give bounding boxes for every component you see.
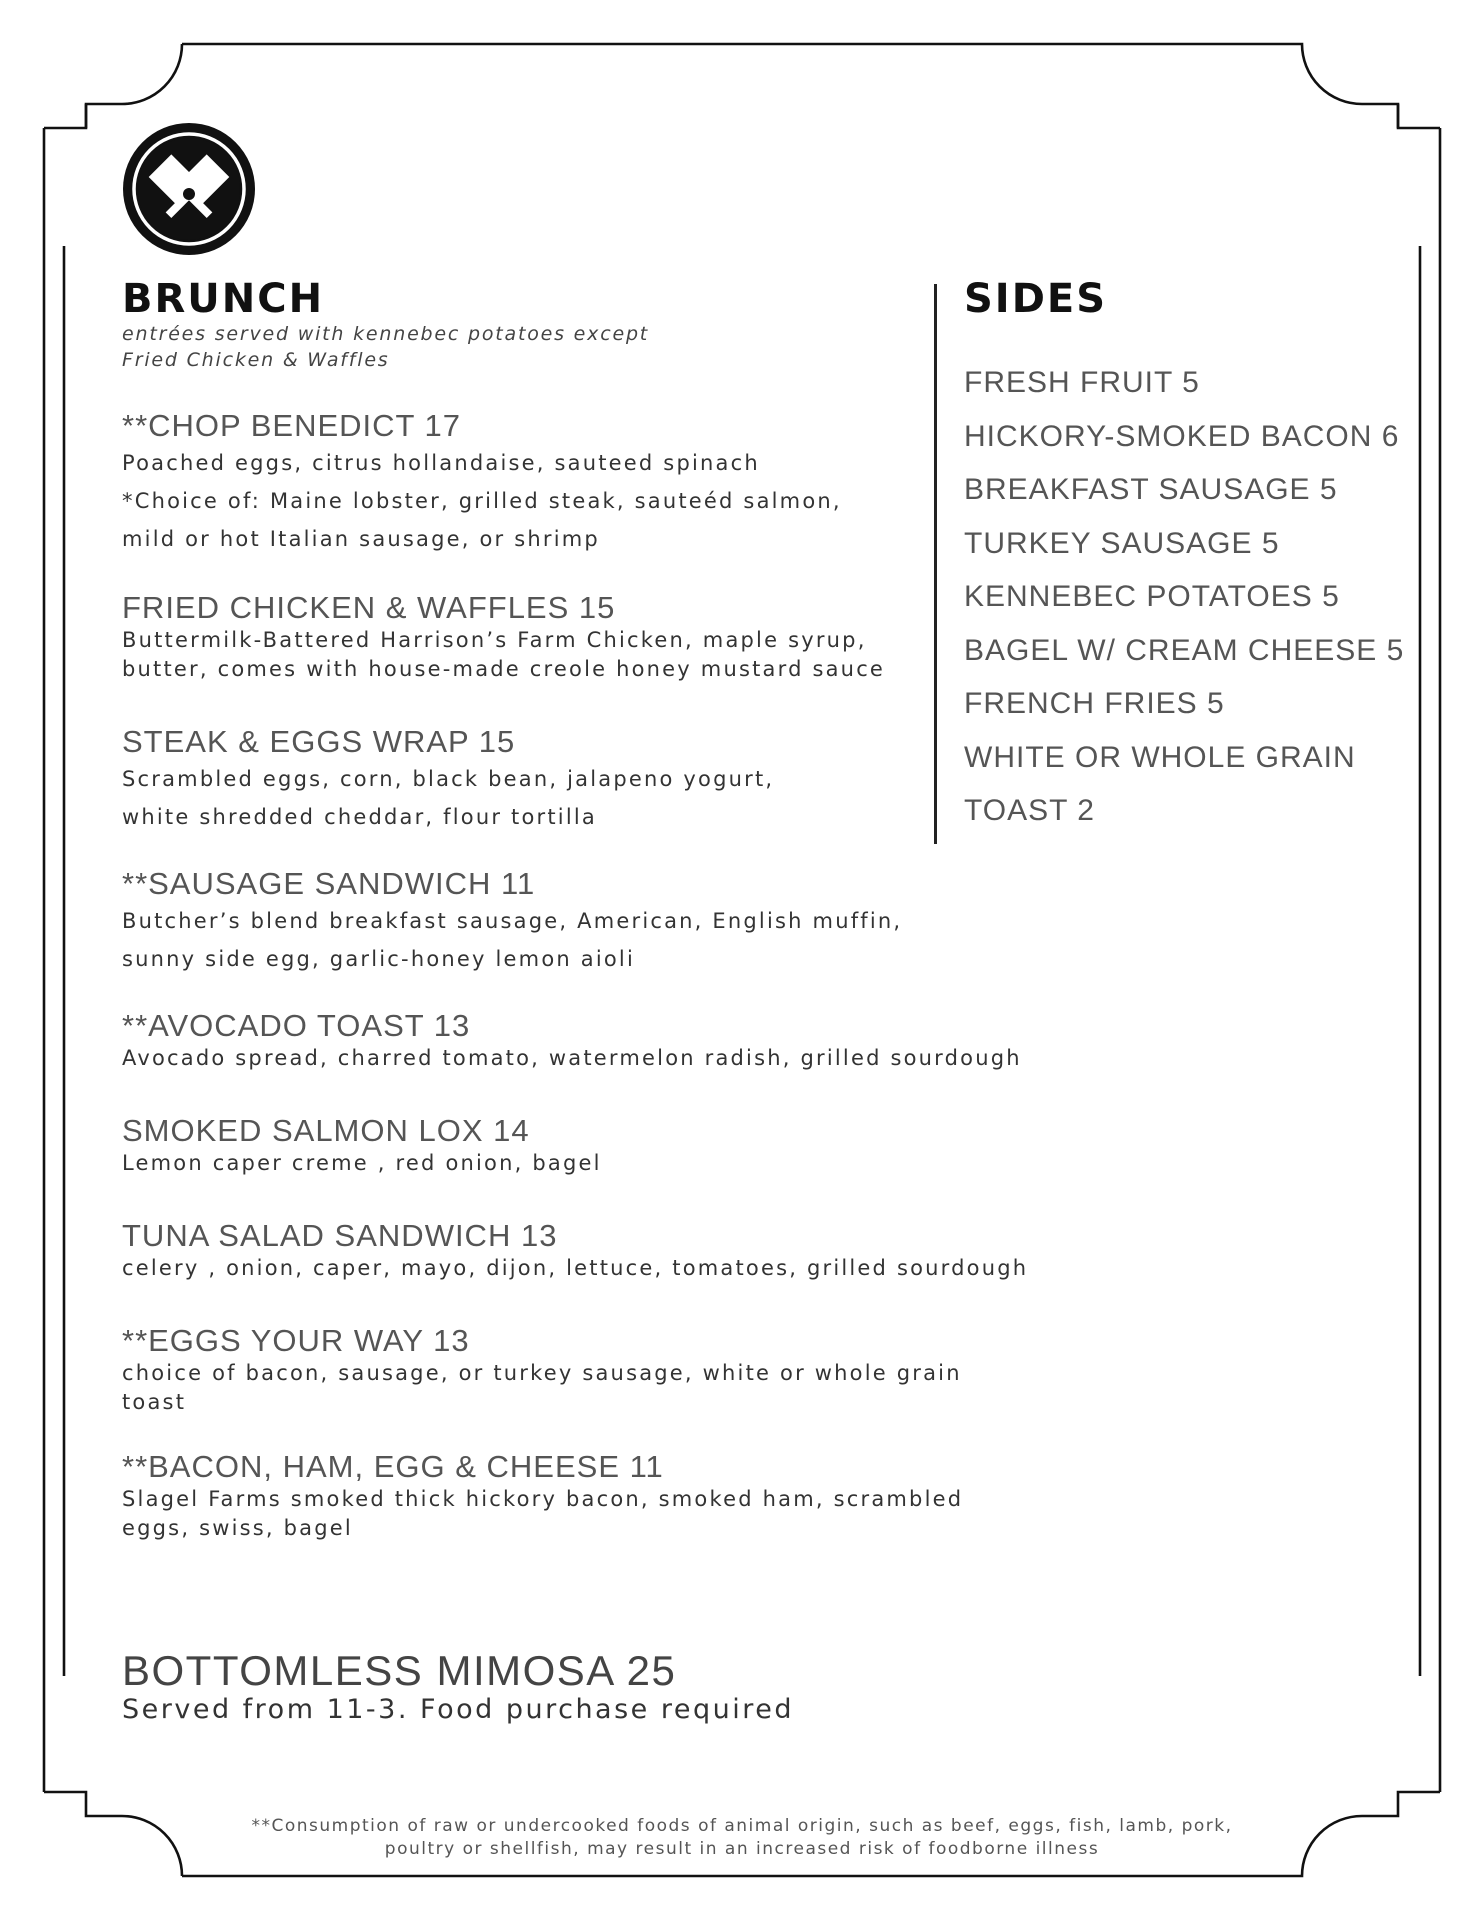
sides-list: [964, 356, 1404, 838]
menu-item-description: [122, 1254, 1029, 1283]
menu-item-name: TUNA SALAD SANDWICH 13: [122, 1218, 558, 1253]
menu-item-sausage-sandwich: [122, 866, 1022, 978]
side-item: KENNEBEC POTATOES 5: [964, 580, 1340, 613]
food-safety-disclaimer: [200, 1815, 1284, 1861]
menu-item-name: **AVOCADO TOAST 13: [122, 1008, 471, 1043]
side-item: HICKORY-SMOKED BACON 6: [964, 419, 1400, 453]
side-item: TURKEY SAUSAGE 5: [964, 526, 1280, 560]
menu-item-tuna-salad-sandwich: [122, 1218, 1029, 1283]
menu-item-description-line: Butcher’s blend breakfast sausage, American, English muffin,: [122, 909, 903, 933]
sides-title: SIDES: [964, 276, 1108, 322]
menu-item-description: [122, 1149, 1022, 1178]
menu-item-steak-eggs-wrap: [122, 724, 1022, 836]
menu-item-description-line: choice of bacon, sausage, or turkey sausage, white or whole grain: [122, 1361, 962, 1385]
menu-item-description-line: Poached eggs, citrus hollandaise, sauteed spinach: [122, 451, 760, 475]
menu-item-name: FRIED CHICKEN & WAFFLES 15: [122, 590, 616, 625]
menu-item-description-line: Slagel Farms smoked thick hickory bacon, smoked ham, scrambled: [122, 1487, 964, 1511]
menu-item-name: STEAK & EGGS WRAP 15: [122, 724, 516, 759]
brunch-title: BRUNCH: [122, 276, 325, 322]
menu-item-description-line: eggs, swiss, bagel: [122, 1516, 353, 1540]
mimosa-note: Served from 11-3. Food purchase required: [122, 1694, 794, 1725]
menu-item-name: SMOKED SALMON LOX 14: [122, 1113, 530, 1148]
menu-item-description-line: butter, comes with house-made creole honey mustard sauce: [122, 657, 886, 681]
menu-item-fried-chicken-waffles: [122, 590, 1022, 684]
side-item: BAGEL W/ CREAM CHEESE 5: [964, 633, 1405, 667]
menu-item-description-line: Avocado spread, charred tomato, watermelon radish, grilled sourdough: [122, 1046, 1022, 1070]
menu-item-description: [122, 760, 1022, 836]
mimosa-title: BOTTOMLESS MIMOSA 25: [122, 1647, 677, 1694]
menu-item-description-line: *Choice of: Maine lobster, grilled steak, sauteéd salmon,: [122, 489, 842, 513]
menu-item-description: [122, 1044, 1022, 1073]
menu-item-description: [122, 1359, 1022, 1417]
menu-item-description-line: Scrambled eggs, corn, black bean, jalapeno yogurt,: [122, 767, 775, 791]
menu-item-description-line: Lemon caper creme , red onion, bagel: [122, 1151, 602, 1175]
menu-item-description-line: sunny side egg, garlic-honey lemon aioli: [122, 947, 635, 971]
menu-item-bacon-ham-egg-cheese: [122, 1449, 1022, 1543]
menu-item-description-line: mild or hot Italian sausage, or shrimp: [122, 527, 600, 551]
brunch-subtitle-line: Fried Chicken & Waffles: [122, 349, 390, 371]
side-item: FRENCH FRIES 5: [964, 687, 1225, 720]
disclaimer-line: poultry or shellfish, may result in an increased risk of foodborne illness: [384, 1839, 1100, 1859]
menu-item-name: **SAUSAGE SANDWICH 11: [122, 866, 536, 901]
side-item: TOAST 2: [964, 794, 1095, 827]
menu-item-description: [122, 626, 1022, 684]
menu-item-description-line: white shredded cheddar, flour tortilla: [122, 805, 597, 829]
menu-item-description: [122, 444, 1022, 558]
brunch-subtitle-line: entrées served with kennebec potatoes except: [122, 323, 650, 345]
menu-item-description: [122, 902, 1022, 978]
side-item: BREAKFAST SAUSAGE 5: [964, 473, 1338, 506]
menu-item-description-line: Buttermilk-Battered Harrison’s Farm Chicken, maple syrup,: [122, 628, 867, 652]
menu-item-avocado-toast: [122, 1008, 1022, 1073]
menu-item-name: **EGGS YOUR WAY 13: [122, 1323, 470, 1358]
bottomless-mimosa: [122, 1648, 1022, 1726]
side-item: WHITE OR WHOLE GRAIN: [964, 740, 1356, 774]
brunch-subtitle: [122, 321, 822, 373]
menu-item-description-line: toast: [122, 1390, 187, 1414]
crossed-cleavers-icon: [122, 122, 256, 256]
menu-item-smoked-salmon-lox: [122, 1113, 1022, 1178]
side-item: FRESH FRUIT 5: [964, 366, 1200, 399]
menu-item-eggs-your-way: [122, 1323, 1022, 1417]
disclaimer-line: **Consumption of raw or undercooked foods of animal origin, such as beef, eggs, fish, lamb, pork,: [251, 1816, 1233, 1836]
menu-item-chop-benedict: [122, 408, 1022, 558]
menu-item-description-line: celery , onion, caper, mayo, dijon, lettuce, tomatoes, grilled sourdough: [122, 1256, 1029, 1280]
menu-item-name: **CHOP BENEDICT 17: [122, 408, 462, 443]
menu-item-description: [122, 1485, 1022, 1543]
menu-item-name: **BACON, HAM, EGG & CHEESE 11: [122, 1449, 664, 1484]
